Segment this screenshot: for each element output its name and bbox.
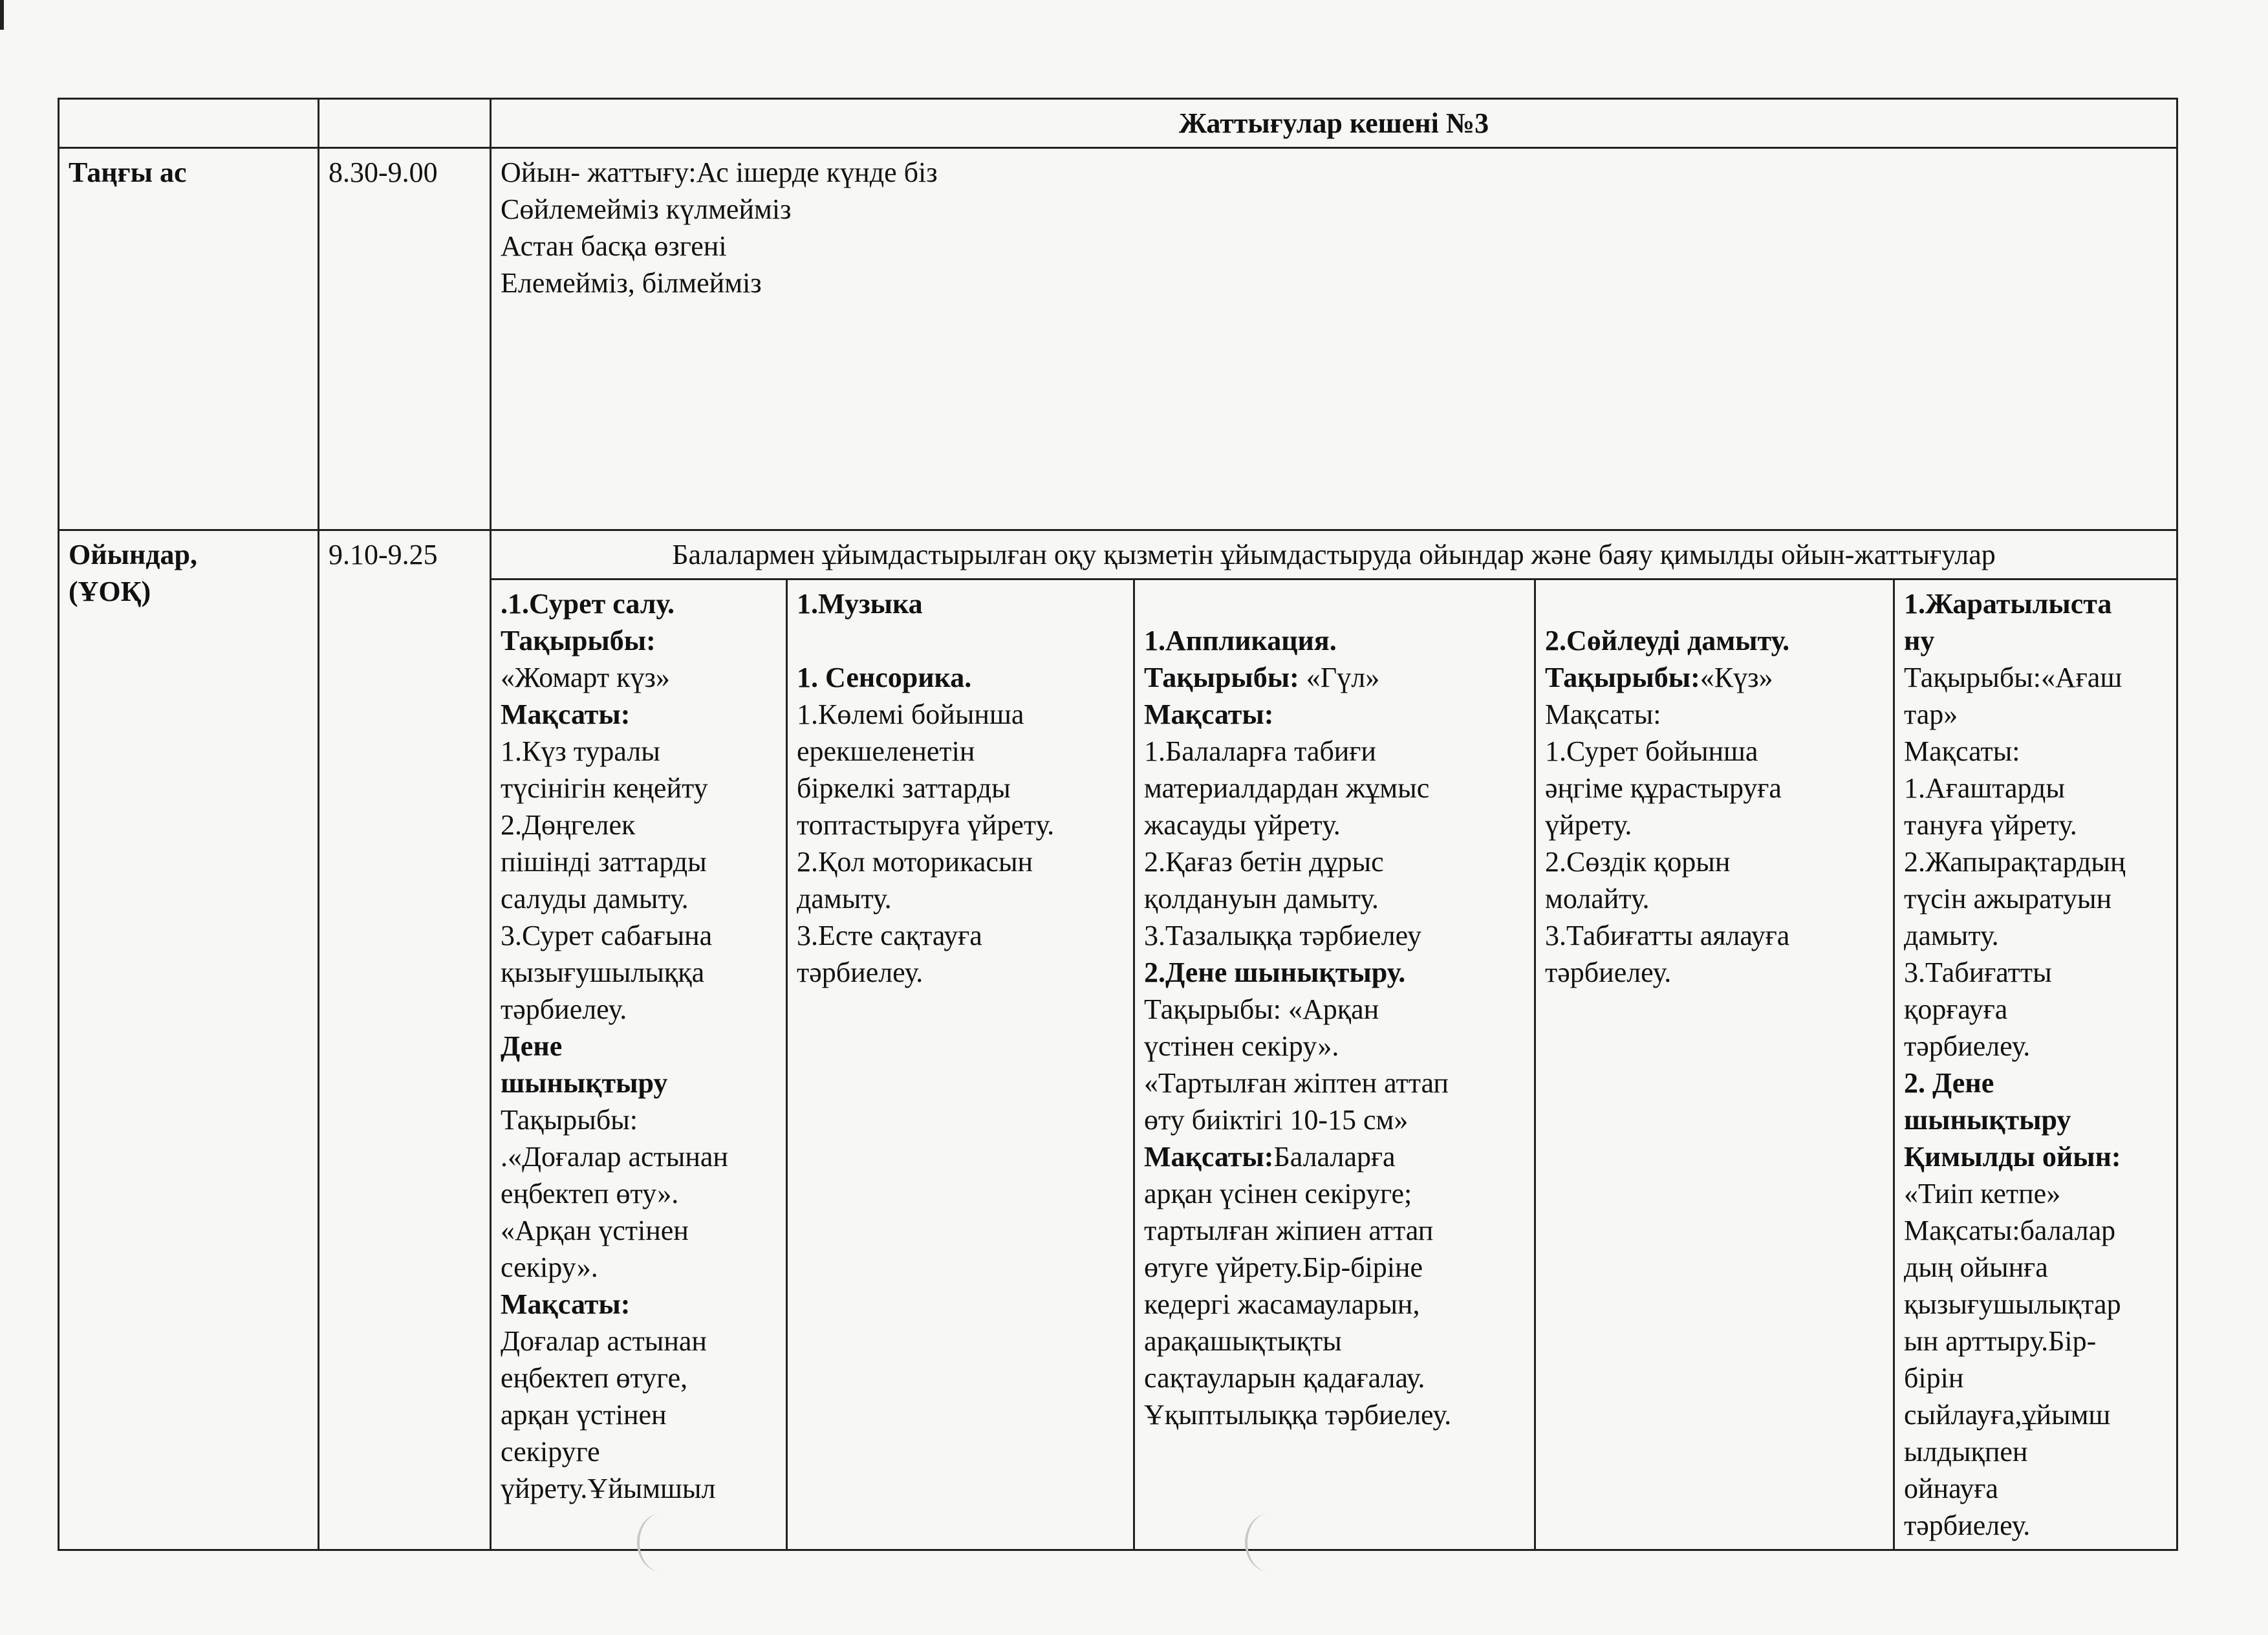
activity-col-drawing <box>491 579 787 1550</box>
activity-line: 1.Ағаштарды <box>1904 772 2065 804</box>
activity-line: топтастыруға үйрету. <box>797 809 1055 841</box>
activity-line: сыйлауға,ұйымш <box>1904 1399 2111 1431</box>
activity-heading: шынықтыру <box>501 1067 668 1099</box>
activity-line: тәрбиелеу. <box>1545 957 1672 988</box>
breakfast-label: Таңғы ас <box>59 148 319 530</box>
breakfast-content <box>491 148 2177 530</box>
activity-line: пішінді заттарды <box>501 846 707 878</box>
topic-label: Тақырыбы: <box>501 1104 638 1136</box>
activity-line: тәрбиелеу. <box>797 957 923 988</box>
activity-line: 2.Жапырақтардың <box>1904 846 2126 878</box>
goal-label: Мақсаты: <box>1904 735 2020 767</box>
spacer <box>1545 585 1884 622</box>
topic-value: «Гүл» <box>1299 662 1380 693</box>
activity-line: 1.Күз туралы <box>501 735 660 767</box>
activity-line: 1.Көлемі бойынша <box>797 698 1024 730</box>
topic-label: Тақырыбы: <box>1545 662 1700 693</box>
breakfast-line: Елемейміз, білмейміз <box>501 267 762 299</box>
activity-col-music <box>787 579 1134 1550</box>
activity-line: қызығушылыққа <box>501 957 705 988</box>
activity-heading: 2. Дене <box>1904 1067 1994 1099</box>
activity-line: сақтауларын қадағалау. <box>1144 1362 1425 1394</box>
activity-line: тәрбиелеу. <box>1904 1030 2031 1062</box>
activity-line: «Арқан үстінен <box>501 1215 689 1246</box>
activity-line: 3.Табиғатты <box>1904 957 2052 988</box>
breakfast-line: Сөйлемейміз күлмейміз <box>501 193 792 225</box>
activity-line: ойнауға <box>1904 1473 1998 1504</box>
goal-label: Мақсаты: <box>501 1288 631 1320</box>
activity-line: 1.Сурет бойынша <box>1545 735 1758 767</box>
games-label <box>59 530 319 1550</box>
activity-line: қорғауға <box>1904 993 2008 1025</box>
activity-line: Тақырыбы: «Арқан <box>1144 993 1379 1025</box>
topic-value: «Жомарт күз» <box>501 662 670 693</box>
spacer <box>1144 585 1525 622</box>
activity-line: 2.Сөздік қорын <box>1545 846 1731 878</box>
activity-line: 2.Қол моторикасын <box>797 846 1033 878</box>
activity-line: Доғалар астынан <box>501 1325 707 1357</box>
activity-line: .«Доғалар астынан <box>501 1141 728 1173</box>
goal-label: Мақсаты: <box>1545 698 1661 730</box>
activity-line: дың ойынға <box>1904 1251 2048 1283</box>
activity-line: 2.Дөңгелек <box>501 809 636 841</box>
activity-line: 3.Тазалыққа тәрбиелеу <box>1144 920 1422 951</box>
breakfast-time: 8.30-9.00 <box>319 148 491 530</box>
goal-value: Балаларға <box>1273 1141 1396 1173</box>
activity-line: ын арттыру.Бір- <box>1904 1325 2097 1357</box>
activity-line: «Тиіп кетпе» <box>1904 1178 2061 1209</box>
breakfast-line: Астан басқа өзгені <box>501 230 727 262</box>
activity-line: Ұқыптылыққа тәрбиелеу. <box>1144 1399 1452 1431</box>
activity-line: еңбектеп өту». <box>501 1178 679 1209</box>
activity-line: дамыту. <box>797 883 892 915</box>
activity-line: өтуге үйрету.Бір-біріне <box>1144 1251 1423 1283</box>
activity-line: дамыту. <box>1904 920 1999 951</box>
activity-line: түсінігін кеңейту <box>501 772 708 804</box>
activity-line: түсін ажыратуын <box>1904 883 2112 915</box>
scan-edge-mark <box>0 0 4 30</box>
topic-line <box>1545 659 1884 696</box>
activity-line: 2.Қағаз бетін дұрыс <box>1144 846 1384 878</box>
schedule-table <box>58 98 2178 1551</box>
activity-line: арқан үсінен секіруге; <box>1144 1178 1412 1209</box>
activity-heading: 1. Сенсорика. <box>797 662 972 693</box>
activity-line: әңгіме құрастыруға <box>1545 772 1782 804</box>
activity-line: секіруге <box>501 1436 600 1467</box>
activity-heading: шынықтыру <box>1904 1104 2071 1136</box>
activity-line: секіру». <box>501 1251 598 1283</box>
activity-line: тәрбиелеу. <box>1904 1510 2031 1541</box>
activity-line: қызығушылықтар <box>1904 1288 2121 1320</box>
activity-line: үстінен секіру». <box>1144 1030 1339 1062</box>
activity-line: 3.Табиғатты аялауға <box>1545 920 1790 951</box>
header-empty-cell-2 <box>319 99 491 148</box>
activity-heading: 1.Жаратылыста <box>1904 588 2112 620</box>
header-empty-cell-1 <box>59 99 319 148</box>
binder-hole-mark <box>1245 1513 1293 1572</box>
goal-line <box>1144 1138 1525 1175</box>
activity-heading: .1.Сурет салу. <box>501 588 675 620</box>
activity-heading: 2.Дене шынықтыру. <box>1144 957 1406 988</box>
games-time: 9.10-9.25 <box>319 530 491 1550</box>
goal-label: Мақсаты: <box>1144 1141 1274 1173</box>
breakfast-line: Ойын- жаттығу:Ас ішерде күнде біз <box>501 157 938 188</box>
activity-line: «Тартылған жіптен аттап <box>1144 1067 1449 1099</box>
activity-line: қолдануын дамыту. <box>1144 883 1379 915</box>
breakfast-row <box>59 148 2177 530</box>
topic-label: Тақырыбы: <box>501 625 656 656</box>
activity-line: ылдықпен <box>1904 1436 2028 1467</box>
activity-line: еңбектеп өтуге, <box>501 1362 688 1394</box>
goal-label: Мақсаты: <box>1144 698 1274 730</box>
header-row <box>59 99 2177 148</box>
activity-heading: Дене <box>501 1030 563 1062</box>
activity-col-applique <box>1134 579 1535 1550</box>
activity-heading: 1.Аппликация. <box>1144 625 1337 656</box>
activity-line: үйрету. <box>1545 809 1632 841</box>
activity-heading: 1.Музыка <box>797 588 923 620</box>
activity-line: молайту. <box>1545 883 1650 915</box>
games-label-line: Ойындар, <box>69 539 198 570</box>
activity-line: арқан үстінен <box>501 1399 667 1431</box>
activity-line: 3.Сурет сабағына <box>501 920 713 951</box>
activity-line: арақашықтықты <box>1144 1325 1342 1357</box>
binder-hole-mark <box>637 1513 685 1572</box>
activity-heading: ну <box>1904 625 1935 656</box>
activity-line: біркелкі заттарды <box>797 772 1011 804</box>
activity-line: салуды дамыту. <box>501 883 689 915</box>
activity-col-nature <box>1894 579 2177 1550</box>
topic-label: Тақырыбы: <box>1144 662 1299 693</box>
spacer <box>797 622 1124 659</box>
games-label-line: (ҰОҚ) <box>69 576 151 607</box>
games-banner: Балалармен ұйымдастырылған оқу қызметін ұйымдастыруда ойындар және баяу қимылды ойын-жаттығулар <box>491 530 2177 579</box>
activity-col-speech <box>1535 579 1894 1550</box>
activity-line: үйрету.Ұйымшыл <box>501 1473 716 1504</box>
activity-line: ерекшеленетін <box>797 735 975 767</box>
activity-line: тар» <box>1904 698 1958 730</box>
activity-line: бірін <box>1904 1362 1964 1394</box>
exercise-complex-title: Жаттығулар кешені №3 <box>491 99 2177 148</box>
activity-line: тартылған жіпиен аттап <box>1144 1215 1434 1246</box>
activity-line: 1.Балаларға табиғи <box>1144 735 1376 767</box>
topic-line: Тақырыбы:«Ағаш <box>1904 662 2122 693</box>
activity-line: Мақсаты:балалар <box>1904 1215 2116 1246</box>
activity-line: тануға үйрету. <box>1904 809 2077 841</box>
activity-line: тәрбиелеу. <box>501 993 627 1025</box>
goal-label: Мақсаты: <box>501 698 631 730</box>
activity-line: жасауды үйрету. <box>1144 809 1341 841</box>
activity-line: кедергі жасамауларын, <box>1144 1288 1420 1320</box>
activity-line: материалдардан жұмыс <box>1144 772 1430 804</box>
topic-line <box>1144 659 1525 696</box>
activity-heading: Қимылды ойын: <box>1904 1141 2121 1173</box>
activity-heading: 2.Сөйлеуді дамыту. <box>1545 625 1790 656</box>
activity-line: 3.Есте сақтауға <box>797 920 982 951</box>
activity-line: өту биіктігі 10-15 см» <box>1144 1104 1409 1136</box>
topic-value: «Күз» <box>1700 662 1773 693</box>
games-banner-row <box>59 530 2177 579</box>
